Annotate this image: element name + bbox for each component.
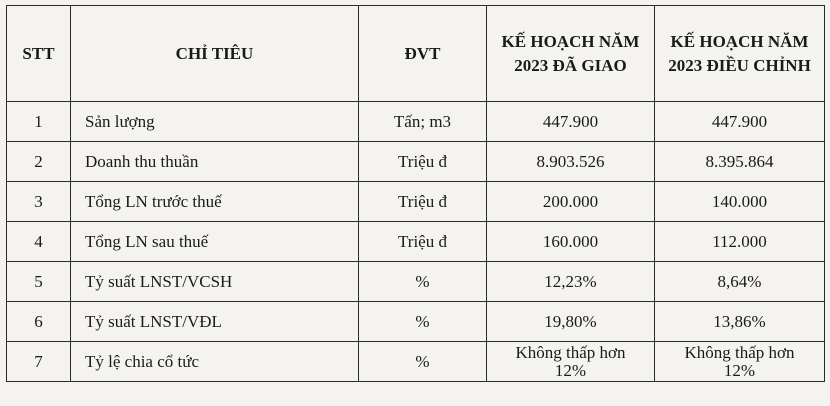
row-indicator: Tỷ suất LNST/VCSH (71, 262, 359, 302)
table-row (7, 222, 825, 262)
header-row (7, 6, 825, 102)
row-plan: 160.000 (487, 222, 655, 262)
row-adjusted: 8,64% (655, 262, 825, 302)
document-page (6, 5, 825, 382)
table-row (7, 142, 825, 182)
row-stt: 4 (7, 222, 71, 262)
header-indicator: CHỈ TIÊU (71, 6, 359, 102)
row-plan: 447.900 (487, 102, 655, 142)
header-plan-assigned: KẾ HOẠCH NĂM 2023 ĐÃ GIAO (487, 6, 655, 102)
row-plan: 200.000 (487, 182, 655, 222)
row-unit: % (359, 342, 487, 382)
row-stt: 6 (7, 302, 71, 342)
row-stt: 3 (7, 182, 71, 222)
row-unit: Triệu đ (359, 222, 487, 262)
row-unit: % (359, 262, 487, 302)
table-row (7, 102, 825, 142)
row-plan: 8.903.526 (487, 142, 655, 182)
row-plan: Không thấp hơn 12% (487, 342, 655, 382)
row-indicator: Tổng LN trước thuế (71, 182, 359, 222)
header-unit: ĐVT (359, 6, 487, 102)
row-plan: 19,80% (487, 302, 655, 342)
table-row (7, 302, 825, 342)
header-stt: STT (7, 6, 71, 102)
table-row (7, 182, 825, 222)
table-row (7, 262, 825, 302)
row-stt: 1 (7, 102, 71, 142)
row-unit: Triệu đ (359, 142, 487, 182)
table-row (7, 342, 825, 382)
row-indicator: Tổng LN sau thuế (71, 222, 359, 262)
row-plan: 12,23% (487, 262, 655, 302)
row-stt: 7 (7, 342, 71, 382)
header-plan-adjusted: KẾ HOẠCH NĂM 2023 ĐIỀU CHỈNH (655, 6, 825, 102)
row-indicator: Tỷ lệ chia cổ tức (71, 342, 359, 382)
row-adjusted: 140.000 (655, 182, 825, 222)
row-unit: % (359, 302, 487, 342)
row-stt: 5 (7, 262, 71, 302)
row-unit: Tấn; m3 (359, 102, 487, 142)
row-unit: Triệu đ (359, 182, 487, 222)
row-adjusted: 447.900 (655, 102, 825, 142)
row-adjusted: 112.000 (655, 222, 825, 262)
row-adjusted: 8.395.864 (655, 142, 825, 182)
row-adjusted: Không thấp hơn 12% (655, 342, 825, 382)
plan-table (6, 5, 825, 382)
row-indicator: Sản lượng (71, 102, 359, 142)
row-adjusted: 13,86% (655, 302, 825, 342)
row-stt: 2 (7, 142, 71, 182)
row-indicator: Doanh thu thuần (71, 142, 359, 182)
row-indicator: Tỷ suất LNST/VĐL (71, 302, 359, 342)
